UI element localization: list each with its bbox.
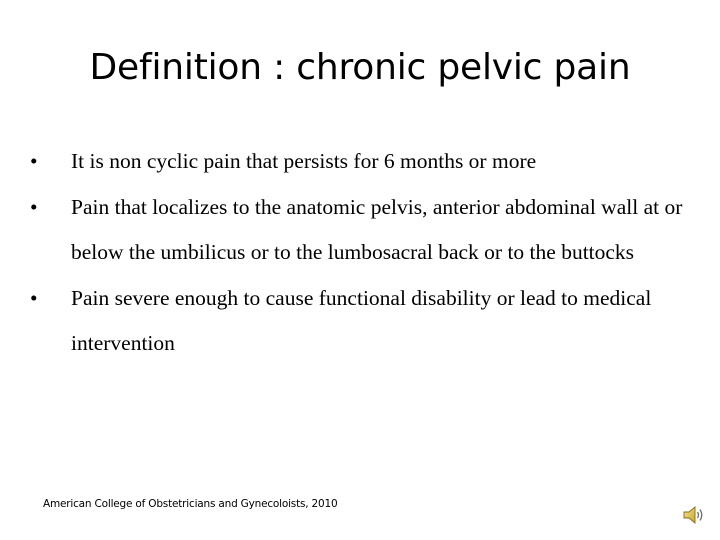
bullet-marker: •: [30, 195, 38, 219]
speaker-icon[interactable]: [682, 504, 706, 526]
bullet-marker: •: [30, 286, 38, 310]
bullet-text: Pain that localizes to the anatomic pelvis, anterior abdominal wall at or below the umbilicus or to the lumbosacral back or to the buttocks: [71, 195, 683, 264]
bullet-item: [30, 139, 690, 184]
slide-title: Definition : chronic pelvic pain: [89, 47, 631, 88]
bullet-list: [30, 139, 690, 367]
bullet-item: [30, 185, 690, 275]
citation: American College of Obstetricians and Gynecoloists, 2010: [43, 498, 338, 510]
bullet-marker: •: [30, 149, 38, 173]
bullet-text: Pain severe enough to cause functional disability or lead to medical intervention: [71, 286, 652, 355]
bullet-text: It is non cyclic pain that persists for 6 months or more: [71, 149, 537, 173]
bullet-item: [30, 276, 690, 366]
